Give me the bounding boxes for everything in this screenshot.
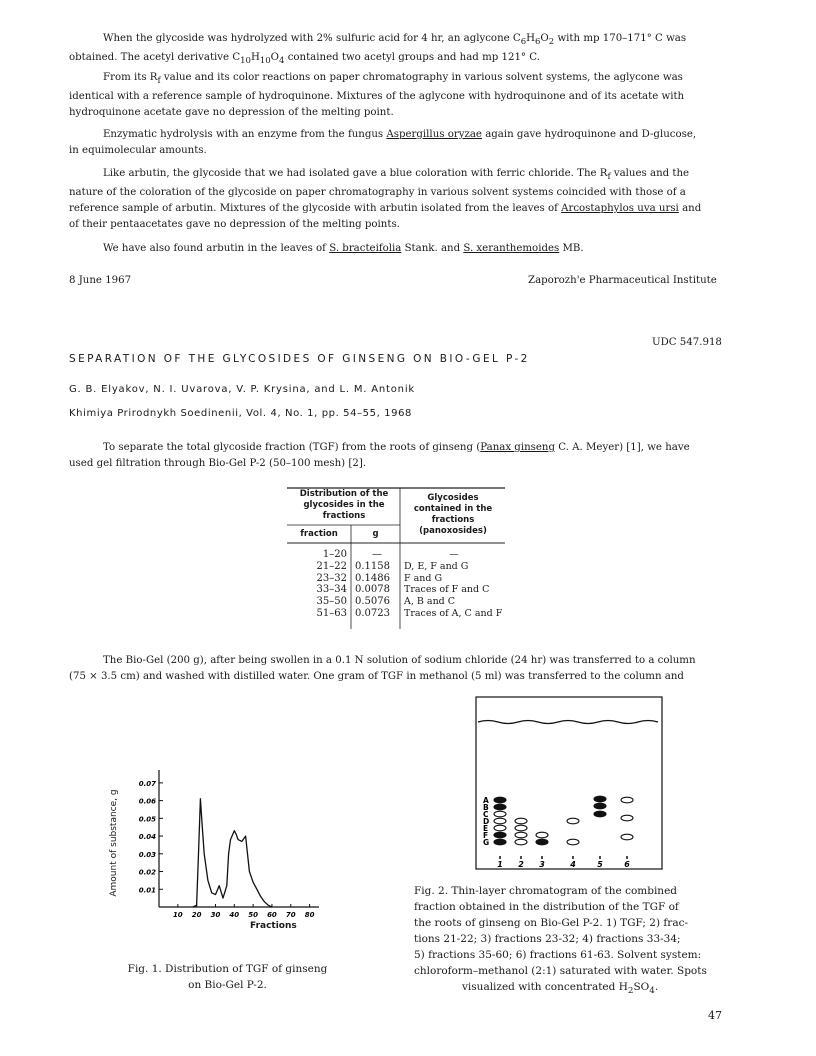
fig1-xlabel: Fractions <box>250 921 297 931</box>
spot <box>494 797 506 803</box>
subscript: f <box>607 172 611 183</box>
lane-label: 3 <box>539 860 545 869</box>
y-tick-label: 0.02 <box>138 868 156 877</box>
text-line: used gel filtration through Bio-Gel P-2 (50–100 mesh) [2]. <box>69 458 367 469</box>
spot <box>621 797 633 803</box>
table-cell-g: 0.1486 <box>355 572 390 584</box>
text-run: and <box>678 203 702 215</box>
x-tick-label: 30 <box>210 911 221 919</box>
table-cell-glycosides: D, E, F and G <box>404 560 469 572</box>
article-authors: G. B. Elyakov, N. I. Uvarova, V. P. Krysina, and L. M. Antonik <box>69 384 415 395</box>
text-line: hydroquinone acetate gave no depression of the melting point. <box>69 107 394 119</box>
text-line: nature of the coloration of the glycoside on paper chromatography in various solvent systems coincided with those of a <box>69 187 686 199</box>
spot <box>567 839 579 845</box>
fig2-chromatogram <box>475 696 665 874</box>
series-line <box>193 799 272 907</box>
text-run: values and the <box>610 168 690 179</box>
text-run: reference sample of arbutin. Mixtures of the glycoside with arbutin isolated from the leaves of <box>69 203 562 215</box>
spot <box>594 811 606 817</box>
subscript: 6 <box>535 37 541 48</box>
paragraph-arbutin <box>69 166 729 233</box>
subscript: 10 <box>259 56 271 67</box>
text-run: O <box>270 52 280 64</box>
table-cell-g: — <box>372 549 382 560</box>
spot-label: E <box>483 824 489 833</box>
text-run: value and its color reactions on paper chromatography in various solvent systems, the aglycone was <box>160 72 683 83</box>
paragraph-leaves <box>69 241 729 257</box>
lane-label: 2 <box>518 860 524 869</box>
table-cell-glycosides: Traces of F and C <box>404 584 490 596</box>
subscript: 2 <box>548 37 555 48</box>
y-tick-label: 0.05 <box>138 815 156 824</box>
lane-label: 5 <box>597 860 603 869</box>
x-tick-label: 60 <box>267 911 277 919</box>
spot <box>494 804 506 810</box>
text-run: C. A. Meyer) [1], we have <box>555 442 690 453</box>
dateline-date: 8 June 1967 <box>69 275 132 286</box>
table-header-glycosides: Glycosides contained in the fractions (panoxosides) <box>413 493 493 536</box>
spot-label: A <box>483 796 489 805</box>
caption-line: Fig. 2. Thin-layer chromatogram of the combined <box>414 885 678 897</box>
table-cell-fraction: 23–32 <box>316 572 347 584</box>
text-run: MB. <box>559 243 584 254</box>
solvent-front <box>478 721 658 724</box>
caption-line: fraction obtained in the distribution of the TGF of <box>414 901 679 913</box>
spot-label: D <box>483 817 490 826</box>
text-run: When the glycoside was hydrolyzed with 2% sulfuric acid for 4 hr, an aglycone C <box>103 33 521 44</box>
text-run: Like arbutin, the glycoside that we had isolated gave a blue coloration with ferric chloride. The R <box>103 168 608 179</box>
text-run: Stank. and <box>401 243 464 254</box>
text-run: with mp 170–171° C was <box>554 33 687 44</box>
spot-label: G <box>483 838 490 847</box>
caption-line: the roots of ginseng on Bio-Gel P-2. 1) TGF; 2) frac- <box>414 917 689 929</box>
text-line: The Bio-Gel (200 g), after being swollen in a 0.1 N solution of sodium chloride (24 hr) was transferred to a column <box>103 655 696 666</box>
paragraph-biogel <box>69 653 731 685</box>
table-cell-fraction: 33–34 <box>316 584 347 596</box>
subscript: 10 <box>240 56 251 67</box>
caption-line: chloroform–methanol (2:1) saturated with water. Spots <box>414 965 707 977</box>
text-line: of their pentaacetates gave no depression of the melting points. <box>69 219 400 231</box>
spot <box>567 818 579 824</box>
spot <box>494 832 506 838</box>
spot <box>494 818 506 824</box>
paragraph-rf-value <box>69 70 729 121</box>
text-run: To separate the total glycoside fraction (TGF) from the roots of ginseng ( <box>103 442 481 453</box>
text-run: O <box>540 33 549 44</box>
species-name: Aspergillus oryzae <box>386 129 482 140</box>
table-cell-glycosides: Traces of A, C and F <box>404 608 503 619</box>
text-run: H <box>250 52 260 64</box>
spot <box>536 839 548 845</box>
text-run: obtained. The acetyl derivative C <box>69 52 241 64</box>
lane-label: 1 <box>497 860 503 869</box>
x-tick-label: 10 <box>172 911 183 919</box>
subscript: 6 <box>520 37 527 48</box>
table-cell-fraction: 1–20 <box>322 549 347 560</box>
text-run: We have also found arbutin in the leaves of <box>103 243 330 254</box>
species-name: Arcostaphylos uva ursi <box>561 203 679 215</box>
spot <box>515 839 527 845</box>
text-run: again gave hydroquinone and D-glucose, <box>481 129 697 140</box>
spot <box>621 834 633 840</box>
y-tick-label: 0.07 <box>138 779 156 788</box>
paragraph-hydrolysis <box>69 31 729 69</box>
article-citation: Khimiya Prirodnykh Soedinenii, Vol. 4, No. 1, pp. 54–55, 1968 <box>69 408 413 419</box>
text-run: H <box>526 33 535 44</box>
spot <box>494 839 506 845</box>
text-run: SO <box>633 981 650 993</box>
fig1-chart <box>112 764 322 940</box>
subscript: f <box>157 76 161 87</box>
table-header-distribution: Distribution of the glycosides in the fractions <box>299 489 389 521</box>
lane-label: 4 <box>570 860 576 869</box>
spot <box>621 815 633 821</box>
text-run: Enzymatic hydrolysis with an enzyme from the fungus <box>103 129 387 140</box>
y-tick-label: 0.03 <box>138 850 156 859</box>
dateline-institute: Zaporozh'e Pharmaceutical Institute <box>528 275 717 286</box>
paragraph-enzymatic <box>69 127 729 159</box>
x-tick-label: 20 <box>191 911 202 919</box>
caption-line <box>414 979 724 999</box>
table-cell-fraction: 51–63 <box>316 608 347 619</box>
table-cell-g: 0.5076 <box>355 596 390 608</box>
species-name: Panax ginseng <box>480 442 555 453</box>
caption-line: 5) fractions 35-60; 6) fractions 61-63. Solvent system: <box>414 949 702 961</box>
subscript: 4 <box>279 56 285 67</box>
subscript: 2 <box>627 986 634 997</box>
text-line: in equimolecular amounts. <box>69 145 207 156</box>
x-tick-label: 70 <box>285 911 296 919</box>
text-line: identical with a reference sample of hydroquinone. Mixtures of the aglycone with hydroquinone and of its acetate with <box>69 91 685 103</box>
text-run: visualized with concentrated H <box>462 981 628 993</box>
text-line: (75 × 3.5 cm) and washed with distilled water. One gram of TGF in methanol (5 ml) was transferred to the column and <box>69 671 684 682</box>
paragraph-intro <box>69 440 729 472</box>
table-cell-glycosides: A, B and C <box>404 596 456 608</box>
table-cell-g: 0.0078 <box>355 584 390 596</box>
fig2-caption <box>414 883 724 999</box>
species-name: S. bracteifolia <box>329 243 402 254</box>
x-tick-label: 50 <box>248 911 258 919</box>
y-tick-label: 0.01 <box>138 886 156 895</box>
spot <box>515 832 527 838</box>
spot-label: B <box>483 803 489 812</box>
fig1-caption: Fig. 1. Distribution of TGF of ginseng on Bio-Gel P-2. <box>127 963 328 991</box>
caption-line: tions 21-22; 3) fractions 23-32; 4) fractions 33-34; <box>414 933 681 945</box>
text-run: contained two acetyl groups and had mp 121° C. <box>284 52 540 64</box>
spot-label: F <box>483 831 489 840</box>
spot <box>494 825 506 831</box>
species-name: S. xeranthemoides <box>463 243 560 254</box>
spot <box>494 811 506 817</box>
spot <box>594 796 606 802</box>
fig1-ylabel: Amount of substance, g <box>109 789 119 897</box>
table-cell-g: 0.1158 <box>355 560 390 572</box>
spot <box>594 803 606 809</box>
spot-label: C <box>483 810 489 819</box>
table-cell-fraction: 35–50 <box>316 596 347 608</box>
spot <box>515 818 527 824</box>
x-tick-label: 80 <box>304 911 315 919</box>
table-cell-glycosides: F and G <box>404 572 443 584</box>
table-header-fraction: fraction <box>300 529 338 539</box>
table-header-g: g <box>372 529 379 539</box>
subscript: 4 <box>649 986 655 997</box>
text-run: . <box>654 981 659 993</box>
lane-label: 6 <box>624 860 630 869</box>
x-tick-label: 40 <box>229 911 240 919</box>
text-run: From its R <box>103 72 158 83</box>
table-cell-fraction: 21–22 <box>316 560 347 572</box>
y-tick-label: 0.06 <box>138 797 156 806</box>
table-cell-glycosides: — <box>449 549 459 560</box>
spot <box>515 825 527 831</box>
udc-code: UDC 547.918 <box>652 337 722 348</box>
article-title: SEPARATION OF THE GLYCOSIDES OF GINSENG ON BIO-GEL P-2 <box>69 353 530 365</box>
y-tick-label: 0.04 <box>138 833 156 842</box>
page-number: 47 <box>708 1009 722 1022</box>
spot <box>536 832 548 838</box>
table-cell-g: 0.0723 <box>355 608 390 619</box>
